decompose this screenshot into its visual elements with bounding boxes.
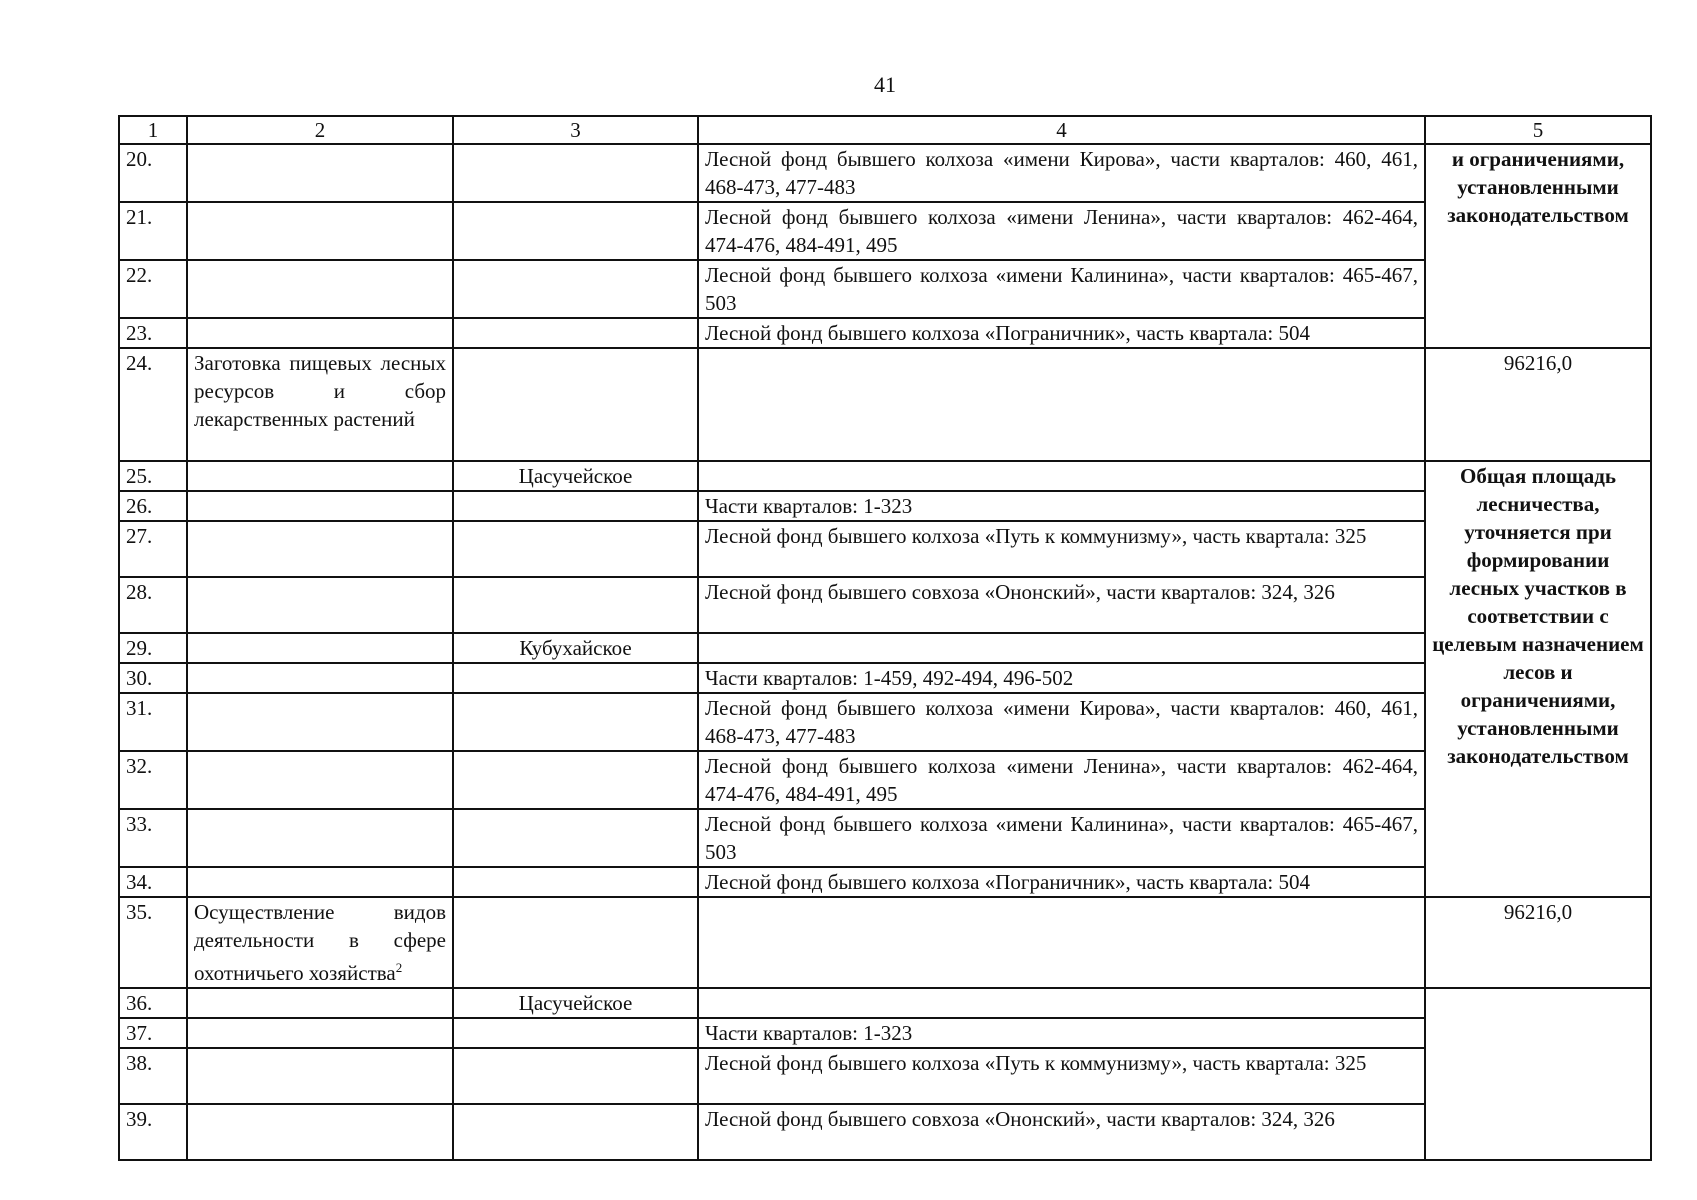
table-row: [119, 461, 1651, 491]
activity-cell: [187, 260, 453, 318]
forestry-cell: [453, 867, 698, 897]
forestry-cell: [453, 521, 698, 577]
location-cell: Части кварталов: 1-323: [698, 1018, 1425, 1048]
area-value-cell: 96216,0: [1425, 348, 1651, 461]
column-header: 5: [1425, 116, 1651, 144]
activity-cell: [187, 1104, 453, 1160]
table-row: [119, 577, 1651, 633]
activity-cell: [187, 751, 453, 809]
location-cell: Лесной фонд бывшего колхоза «имени Калинина», части кварталов: 465-467, 503: [698, 260, 1425, 318]
table-row: [119, 144, 1651, 202]
row-number: 39.: [119, 1104, 187, 1160]
column-header: 2: [187, 116, 453, 144]
location-cell: [698, 633, 1425, 663]
activity-cell: [187, 693, 453, 751]
activity-cell: [187, 318, 453, 348]
table-row: [119, 693, 1651, 751]
table-row: [119, 491, 1651, 521]
footnote-marker: 2: [395, 960, 403, 975]
activity-cell: [187, 633, 453, 663]
forestry-cell: [453, 809, 698, 867]
activity-cell: Заготовка пищевых лесных ресурсов и сбор лекарственных растений: [187, 348, 453, 461]
location-cell: Лесной фонд бывшего колхоза «имени Кирова», части кварталов: 460, 461, 468-473, 477-483: [698, 693, 1425, 751]
row-number: 35.: [119, 897, 187, 988]
forestry-cell: [453, 663, 698, 693]
row-number: 38.: [119, 1048, 187, 1104]
table-row: [119, 809, 1651, 867]
activity-cell: [187, 663, 453, 693]
row-number: 30.: [119, 663, 187, 693]
activity-cell: [187, 461, 453, 491]
forestry-cell: [453, 202, 698, 260]
location-cell: Лесной фонд бывшего колхоза «Путь к коммунизму», часть квартала: 325: [698, 1048, 1425, 1104]
page-number: 41: [874, 72, 896, 97]
activity-cell: [187, 1048, 453, 1104]
activity-cell: [187, 491, 453, 521]
table-header-row: [119, 116, 1651, 144]
row-number: 20.: [119, 144, 187, 202]
row-number: 23.: [119, 318, 187, 348]
table-row: [119, 348, 1651, 461]
forestry-cell: [453, 897, 698, 988]
table-row: [119, 897, 1651, 988]
row-number: 29.: [119, 633, 187, 663]
forestry-cell: [453, 1104, 698, 1160]
location-cell: Лесной фонд бывшего колхоза «имени Ленина», части кварталов: 462-464, 474-476, 484-491, 495: [698, 751, 1425, 809]
forestry-cell: [453, 260, 698, 318]
location-cell: Лесной фонд бывшего колхоза «Путь к коммунизму», часть квартала: 325: [698, 521, 1425, 577]
row-number: 22.: [119, 260, 187, 318]
location-cell: Лесной фонд бывшего колхоза «имени Калинина», части кварталов: 465-467, 503: [698, 809, 1425, 867]
forestry-cell: [453, 348, 698, 461]
location-cell: Лесной фонд бывшего совхоза «Ононский», части кварталов: 324, 326: [698, 577, 1425, 633]
area-value-cell: 96216,0: [1425, 897, 1651, 988]
activity-cell: [187, 1018, 453, 1048]
location-cell: [698, 348, 1425, 461]
location-cell: Части кварталов: 1-323: [698, 491, 1425, 521]
forestry-cell: [453, 1018, 698, 1048]
forestry-cell: [453, 491, 698, 521]
column-header: 3: [453, 116, 698, 144]
forestry-cell: Кубухайское: [453, 633, 698, 663]
table-row: [119, 202, 1651, 260]
forestry-cell: [453, 693, 698, 751]
table-row: [119, 988, 1651, 1018]
table-row: [119, 633, 1651, 663]
forestry-cell: [453, 577, 698, 633]
row-number: 21.: [119, 202, 187, 260]
table-row: [119, 1048, 1651, 1104]
activity-cell: [187, 144, 453, 202]
location-cell: Части кварталов: 1-459, 492-494, 496-502: [698, 663, 1425, 693]
forestry-cell: [453, 1048, 698, 1104]
column-header: 1: [119, 116, 187, 144]
location-cell: Лесной фонд бывшего колхоза «Пограничник», часть квартала: 504: [698, 318, 1425, 348]
forestry-cell: [453, 144, 698, 202]
table-row: [119, 1018, 1651, 1048]
row-number: 31.: [119, 693, 187, 751]
location-cell: [698, 461, 1425, 491]
table-row: [119, 1104, 1651, 1160]
activity-cell: [187, 988, 453, 1018]
table-row: [119, 521, 1651, 577]
location-cell: [698, 897, 1425, 988]
location-cell: [698, 988, 1425, 1018]
activity-cell: [187, 577, 453, 633]
area-note-cell: и ограничениями, установленными законодательством: [1425, 144, 1651, 348]
activity-cell: [187, 867, 453, 897]
activity-cell: [187, 521, 453, 577]
location-cell: Лесной фонд бывшего совхоза «Ононский», части кварталов: 324, 326: [698, 1104, 1425, 1160]
forestry-cell: Цасучейское: [453, 461, 698, 491]
row-number: 24.: [119, 348, 187, 461]
row-number: 26.: [119, 491, 187, 521]
row-number: 27.: [119, 521, 187, 577]
activity-cell: [187, 202, 453, 260]
location-cell: Лесной фонд бывшего колхоза «имени Ленина», части кварталов: 462-464, 474-476, 484-491, 495: [698, 202, 1425, 260]
table-row: [119, 260, 1651, 318]
table-row: [119, 318, 1651, 348]
location-cell: Лесной фонд бывшего колхоза «Пограничник», часть квартала: 504: [698, 867, 1425, 897]
table-row: [119, 751, 1651, 809]
row-number: 33.: [119, 809, 187, 867]
row-number: 28.: [119, 577, 187, 633]
forestry-cell: [453, 751, 698, 809]
row-number: 25.: [119, 461, 187, 491]
activity-cell: [187, 897, 453, 988]
table-row: [119, 663, 1651, 693]
location-cell: Лесной фонд бывшего колхоза «имени Кирова», части кварталов: 460, 461, 468-473, 477-483: [698, 144, 1425, 202]
column-header: 4: [698, 116, 1425, 144]
area-note-cell: [1425, 988, 1651, 1160]
table-row: [119, 867, 1651, 897]
forestry-cell: Цасучейское: [453, 988, 698, 1018]
row-number: 36.: [119, 988, 187, 1018]
row-number: 34.: [119, 867, 187, 897]
area-note-cell: Общая площадь лесничества, уточняется при формировании лесных участков в соответствии с целевым назначением лесов и ограничениями, установленными законодательством: [1425, 461, 1651, 897]
forest-usage-table: [118, 115, 1652, 1161]
forestry-cell: [453, 318, 698, 348]
activity-text: Осуществление видов деятельности в сфере охотничьего хозяйства: [194, 900, 446, 985]
row-number: 32.: [119, 751, 187, 809]
row-number: 37.: [119, 1018, 187, 1048]
activity-cell: [187, 809, 453, 867]
